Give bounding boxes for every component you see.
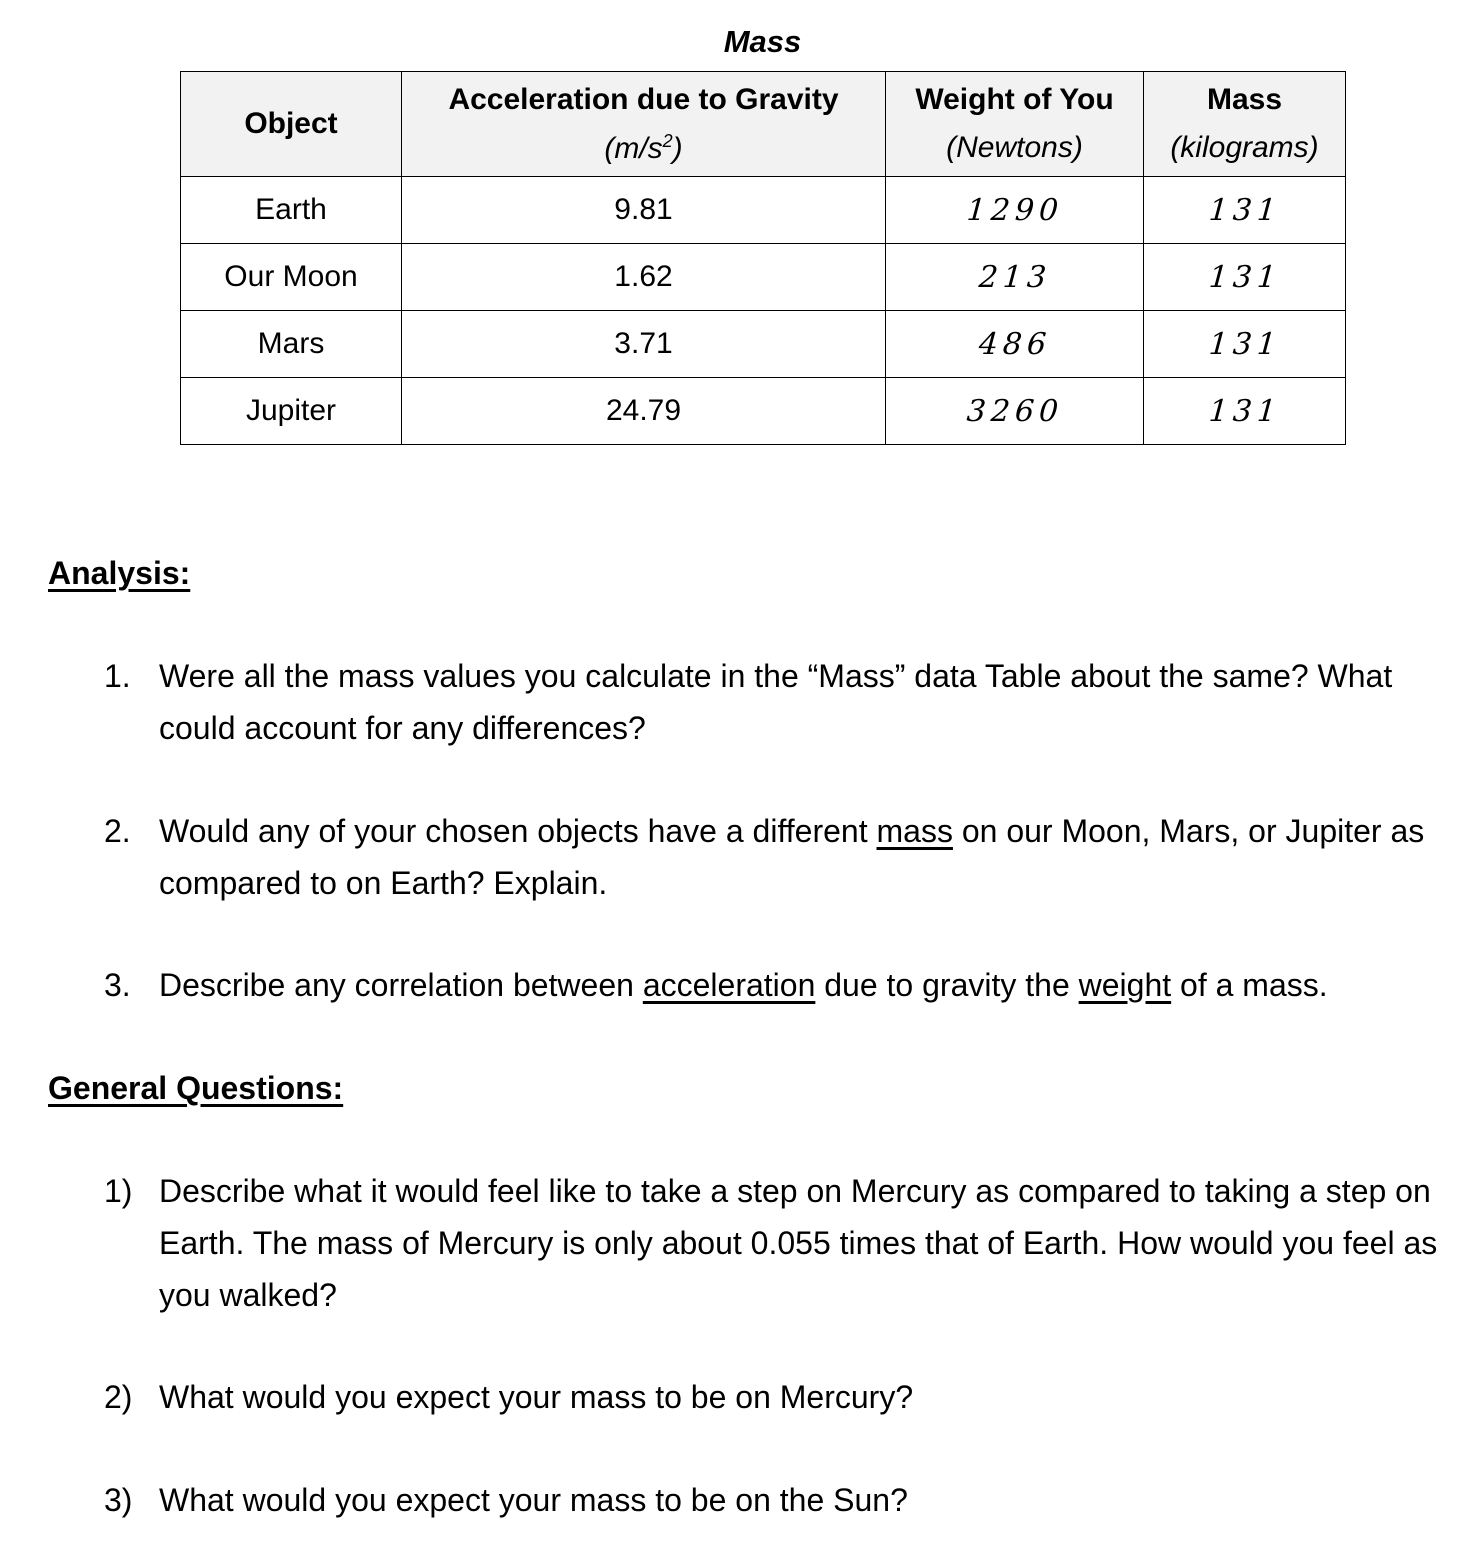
table-row [181,244,1346,311]
header-mass-title: Mass [1206,83,1283,116]
general-questions-heading: General Questions: [48,1070,344,1106]
cell-acceleration: 24.79 [402,378,886,445]
cell-mass-handwritten: 131 [1141,311,1348,378]
general-question-3 [104,1474,1464,1526]
analysis-question-1 [104,650,1464,754]
cell-object: Mars [181,311,402,378]
analysis-question-2 [104,805,1464,909]
header-acceleration [402,72,886,177]
header-mass [1144,72,1346,177]
table-row [181,311,1346,378]
question-text: Describe what it would feel like to take a step on Mercury as compared to taking a step on Earth. The mass of Mercury is only about 0.055 times that of Earth. How would you feel as you walked? [159,1173,1438,1313]
table-row [181,177,1346,244]
header-weight-title: Weight of You [915,83,1114,116]
cell-mass-handwritten: 131 [1141,177,1348,244]
question-number: 3) [104,1482,133,1518]
table-row [181,378,1346,445]
question-number: 3. [104,967,131,1003]
underlined-word-weight: weight [1078,967,1172,1003]
header-weight-unit: (Newtons) [946,131,1083,164]
general-question-1 [104,1165,1464,1321]
cell-object: Jupiter [181,378,402,445]
header-acceleration-unit: $(m/s^2)$ [604,130,683,165]
cell-weight-handwritten: 1290 [883,177,1146,244]
question-number: 1) [104,1173,133,1209]
table-caption: Mass [723,24,802,59]
cell-mass-handwritten: 131 [1141,244,1348,311]
question-number: 2) [104,1379,133,1415]
cell-acceleration: 3.71 [402,311,886,378]
question-number: 2. [104,813,131,849]
cell-weight-handwritten: 213 [883,244,1146,311]
header-object [181,72,402,177]
header-weight [886,72,1144,177]
cell-weight-handwritten: 3260 [883,378,1146,445]
question-text: Would any of your chosen objects have a different mass on our Moon, Mars, or Jupiter as compared to on Earth? Explain. [159,813,1425,901]
question-text: Were all the mass values you calculate in the “Mass” data Table about the same? What could account for any differences? [159,658,1393,746]
underlined-word-mass: mass [876,813,953,849]
cell-mass-handwritten: 131 [1141,378,1348,445]
cell-acceleration: 9.81 [402,177,886,244]
analysis-question-3 [104,959,1464,1011]
cell-acceleration: 1.62 [402,244,886,311]
header-mass-unit: (kilograms) [1170,131,1319,164]
general-question-2 [104,1371,1464,1423]
header-acceleration-title: Acceleration due to Gravity [448,82,839,116]
question-text: Describe any correlation between acceleration due to gravity the weight of a mass. [159,967,1328,1003]
question-number: 1. [104,658,131,694]
cell-object: Our Moon [181,244,402,311]
underlined-word-acceleration: acceleration [642,967,816,1003]
header-object-title: Object [244,107,338,140]
question-text: What would you expect your mass to be on the Sun? [159,1482,908,1518]
analysis-heading: Analysis: [48,555,191,591]
question-text: What would you expect your mass to be on Mercury? [159,1379,914,1415]
cell-weight-handwritten: 486 [883,311,1146,378]
table-header-row [181,72,1346,177]
mass-data-table [180,71,1346,445]
cell-object: Earth [181,177,402,244]
